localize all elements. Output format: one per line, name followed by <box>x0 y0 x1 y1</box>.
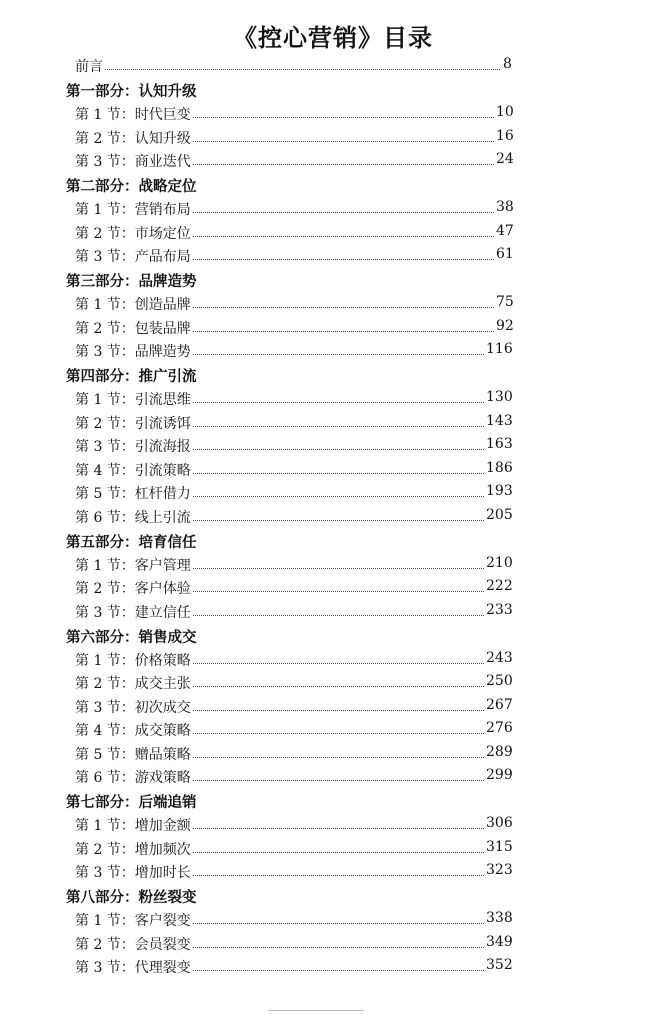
toc-part-heading: 第八部分：粉丝裂变 <box>66 890 197 906</box>
toc-entry-label: 第 1 节：营销布局 <box>75 199 193 219</box>
toc-page-number: 222 <box>486 578 513 594</box>
toc-entry-label: 第 3 节：初次成交 <box>75 697 193 717</box>
toc-section-entry <box>0 602 666 622</box>
toc-section-entry <box>0 862 666 882</box>
toc-section-entry <box>0 697 666 717</box>
toc-entry-label: 第 4 节：引流策略 <box>75 460 193 480</box>
toc-entry-label: 前言 <box>75 56 105 76</box>
toc-section-entry <box>0 223 666 243</box>
toc-entry-label: 第 4 节：成交策略 <box>75 720 193 740</box>
toc-entry-label: 第 1 节：客户裂变 <box>75 910 193 930</box>
toc-entry-label: 第 3 节：增加时长 <box>75 862 193 882</box>
toc-page-number: 38 <box>496 199 514 215</box>
toc-entry-label: 第 2 节：成交主张 <box>75 673 193 693</box>
document-title: 《控心营销》目录 <box>233 23 433 52</box>
toc-page-number: 16 <box>496 127 514 144</box>
toc-entry-label: 第 2 节：市场定位 <box>75 223 193 243</box>
toc-section-entry <box>0 934 666 954</box>
leader-dots <box>75 69 500 70</box>
toc-section-entry <box>0 839 666 859</box>
toc-page-number: 163 <box>486 436 513 452</box>
toc-entry-label: 第 3 节：商业迭代 <box>75 151 193 171</box>
toc-entry-label: 第 3 节：品牌造势 <box>75 341 193 361</box>
toc-section-entry <box>0 744 666 764</box>
toc-entry-label: 第 1 节：价格策略 <box>75 650 193 670</box>
toc-entry-label: 第 6 节：线上引流 <box>75 507 193 527</box>
toc-page-number: 349 <box>486 933 513 950</box>
toc-section-entry <box>0 720 666 740</box>
toc-section-entry <box>0 294 666 314</box>
toc-part-heading: 第五部分：培育信任 <box>66 534 197 551</box>
toc-page-number: 116 <box>486 341 513 357</box>
toc-page-number: 143 <box>486 412 513 429</box>
toc-entry-label: 第 2 节：认知升级 <box>75 128 193 148</box>
toc-entry-label: 第 5 节：赠品策略 <box>75 744 193 764</box>
toc-page-number: 233 <box>486 601 513 618</box>
toc-section-entry <box>0 483 666 503</box>
toc-entry-label: 第 2 节：客户体验 <box>75 578 193 598</box>
toc-entry-label: 第 1 节：客户管理 <box>75 555 193 575</box>
toc-page-number: 276 <box>486 720 513 736</box>
toc-page-number: 352 <box>486 957 513 973</box>
toc-section-entry <box>0 957 666 977</box>
toc-section-entry <box>0 767 666 787</box>
toc-page-number: 186 <box>486 459 513 476</box>
toc-part-heading: 第六部分：销售成交 <box>66 629 197 646</box>
toc-page-number: 205 <box>486 506 513 523</box>
toc-page-number: 8 <box>503 56 512 72</box>
toc-section-entry <box>0 318 666 338</box>
toc-section-entry <box>0 815 666 835</box>
toc-page-number: 92 <box>496 317 514 334</box>
toc-entry-label: 第 2 节：增加频次 <box>75 839 193 859</box>
toc-page-number: 210 <box>486 554 513 571</box>
toc-page-number: 24 <box>496 151 514 167</box>
toc-section-entry <box>0 650 666 670</box>
toc-section-entry <box>0 128 666 148</box>
toc-entry-label: 第 5 节：杠杆借力 <box>75 483 193 503</box>
toc-part-heading: 第三部分：品牌造势 <box>66 274 197 290</box>
toc-entry-label: 第 1 节：引流思维 <box>75 389 193 409</box>
toc-section-entry <box>0 199 666 219</box>
toc-page-number: 243 <box>486 649 513 666</box>
toc-entry-label: 第 2 节：会员裂变 <box>75 934 193 954</box>
toc-entry-label: 第 1 节：时代巨变 <box>75 104 193 124</box>
toc-part-heading: 第二部分：战略定位 <box>66 179 197 195</box>
toc-entry-label: 第 2 节：包装品牌 <box>75 318 193 338</box>
toc-page-number: 193 <box>486 483 513 499</box>
toc-page-number: 130 <box>486 389 513 405</box>
toc-entry-label: 第 3 节：引流海报 <box>75 436 193 456</box>
toc-page-number: 75 <box>496 294 514 310</box>
toc-page-number: 250 <box>486 673 513 689</box>
toc-section-entry <box>0 436 666 456</box>
toc-page-number: 267 <box>486 696 513 713</box>
toc-page-number: 61 <box>496 246 514 262</box>
toc-page-number: 315 <box>486 838 513 855</box>
toc-section-entry <box>0 910 666 930</box>
toc-section-entry <box>0 673 666 693</box>
toc-page-number: 10 <box>496 104 514 120</box>
toc-page-number: 338 <box>486 910 513 926</box>
toc-section-entry <box>0 507 666 527</box>
toc-section-entry <box>0 104 666 124</box>
toc-section-entry <box>0 389 666 409</box>
toc-entry-label: 第 3 节：产品布局 <box>75 246 193 266</box>
toc-entry-label: 第 3 节：代理裂变 <box>75 957 193 977</box>
toc-part-heading: 第七部分：后端追销 <box>66 795 197 811</box>
toc-entry-label: 第 3 节：建立信任 <box>75 602 193 622</box>
toc-entry-label: 第 1 节：创造品牌 <box>75 294 193 314</box>
toc-preface <box>0 56 666 76</box>
toc-page-number: 299 <box>486 767 513 783</box>
toc-page-number: 47 <box>496 222 514 239</box>
toc-section-entry <box>0 578 666 598</box>
toc-part-heading: 第一部分：认知升级 <box>66 84 197 100</box>
toc-section-entry <box>0 413 666 433</box>
toc-page-number: 306 <box>486 815 513 831</box>
toc-section-entry <box>0 151 666 171</box>
toc-section-entry <box>0 555 666 575</box>
toc-entry-label: 第 1 节：增加金额 <box>75 815 193 835</box>
toc-section-entry <box>0 460 666 480</box>
toc-entry-label: 第 6 节：游戏策略 <box>75 767 193 787</box>
toc-page-number: 323 <box>486 862 513 878</box>
toc-entry-label: 第 2 节：引流诱饵 <box>75 413 193 433</box>
toc-section-entry <box>0 341 666 361</box>
toc-section-entry <box>0 246 666 266</box>
page-footer-divider <box>268 1010 364 1015</box>
toc-page-number: 289 <box>486 743 513 760</box>
toc-part-heading: 第四部分：推广引流 <box>66 369 197 385</box>
